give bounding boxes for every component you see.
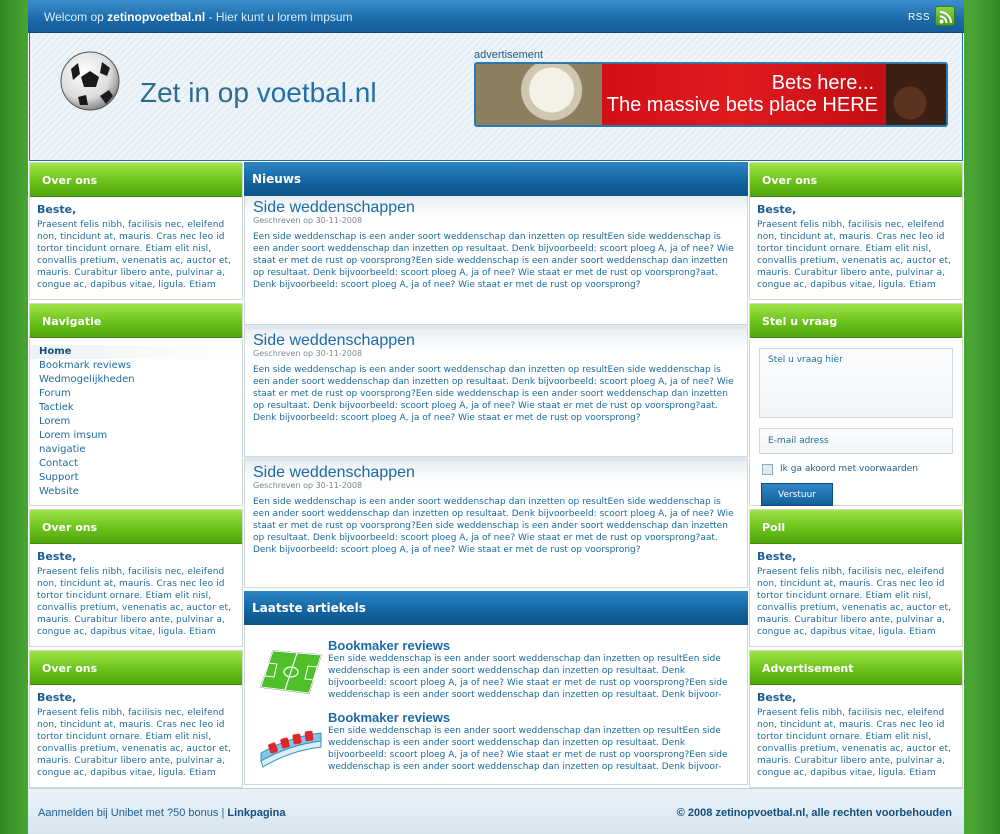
nav-item-website[interactable]: Website bbox=[39, 486, 79, 497]
latest-articles-list bbox=[244, 625, 748, 785]
welcome-suffix: - Hier kunt u lorem impsum bbox=[208, 10, 353, 24]
email-field[interactable] bbox=[759, 428, 953, 454]
nav-item-support[interactable]: Support bbox=[39, 472, 79, 483]
latest-articles-heading: Laatste artiekels bbox=[244, 591, 748, 625]
latest-article bbox=[253, 711, 739, 783]
article-date: Geschreven op 30-11-2008 bbox=[253, 349, 363, 358]
box-title: Advertisement bbox=[750, 651, 962, 685]
article-title[interactable]: Side weddenschappen bbox=[253, 464, 415, 481]
ad-banner[interactable] bbox=[474, 62, 948, 127]
box-greeting: Beste, bbox=[37, 203, 77, 216]
rss-icon[interactable] bbox=[935, 6, 955, 26]
football-icon bbox=[58, 49, 122, 117]
article-date: Geschreven op 30-11-2008 bbox=[253, 216, 363, 225]
nav-item-forum[interactable]: Forum bbox=[39, 388, 71, 399]
over-ons-box bbox=[29, 650, 243, 788]
question-textarea[interactable] bbox=[759, 348, 953, 418]
navigation-box bbox=[29, 303, 243, 506]
article-title[interactable]: Side weddenschappen bbox=[253, 199, 415, 216]
welcome-text bbox=[44, 10, 353, 24]
poll-box bbox=[749, 509, 963, 647]
stadium-seats-icon bbox=[259, 719, 323, 769]
left-column bbox=[29, 162, 243, 791]
submit-button[interactable]: Verstuur bbox=[761, 483, 833, 506]
question-box bbox=[749, 303, 963, 506]
agree-checkbox[interactable] bbox=[762, 464, 773, 475]
over-ons-box bbox=[749, 162, 963, 300]
advertisement-label: advertisement bbox=[474, 49, 544, 61]
box-text: Praesent felis nibh, facilisis nec, eleifend non, tincidunt at, mauris. Cras nec leo id tortor tincidunt ornare. Etiam elit nisl, convallis pretium, venenatis ac, auctor et, mauris. Curabitur libero ante, pulvinar a, congue ac, dapibus vitae, ligula. Etiam bbox=[37, 220, 232, 290]
box-greeting: Beste, bbox=[757, 550, 797, 563]
agree-label: Ik ga akoord met voorwaarden bbox=[780, 464, 918, 474]
nav-item-bookmark-reviews[interactable]: Bookmark reviews bbox=[39, 360, 132, 371]
banner-line2: The massive bets place HERE bbox=[606, 94, 878, 116]
welcome-prefix: Welcom op bbox=[44, 10, 104, 24]
box-greeting: Beste, bbox=[757, 691, 797, 704]
main-column bbox=[244, 162, 748, 785]
banner-line1: Bets here... bbox=[771, 72, 874, 94]
page-wrapper bbox=[28, 0, 964, 834]
news-heading: Nieuws bbox=[244, 162, 748, 196]
nav-item-navigatie[interactable]: navigatie bbox=[39, 444, 86, 455]
box-greeting: Beste, bbox=[37, 691, 77, 704]
nav-item-lorem-imsum[interactable]: Lorem imsum bbox=[39, 430, 108, 441]
advertisement-box bbox=[749, 650, 963, 788]
box-text: Praesent felis nibh, facilisis nec, eleifend non, tincidunt at, mauris. Cras nec leo id tortor tincidunt ornare. Etiam elit nisl, convallis pretium, venenatis ac, auctor et, mauris. Curabitur libero ante, pulvinar a, congue ac, dapibus vitae, ligula. Etiam bbox=[757, 708, 952, 778]
article-title[interactable]: Side weddenschappen bbox=[253, 332, 415, 349]
box-greeting: Beste, bbox=[757, 203, 797, 216]
latest-article-title[interactable]: Bookmaker reviews bbox=[328, 710, 451, 725]
box-title: Over ons bbox=[750, 163, 962, 197]
over-ons-box bbox=[29, 509, 243, 647]
box-title: Poll bbox=[750, 510, 962, 544]
agree-row bbox=[759, 462, 953, 476]
article-date: Geschreven op 30-11-2008 bbox=[253, 481, 363, 490]
right-column bbox=[749, 162, 963, 791]
footer-left bbox=[38, 807, 285, 819]
welcome-site-link[interactable]: zetinopvoetbal.nl bbox=[107, 10, 206, 24]
over-ons-box bbox=[29, 162, 243, 300]
copyright: © 2008 zetinopvoetbal.nl, alle rechten voorbehouden bbox=[676, 807, 952, 819]
nav-item-home[interactable]: Home bbox=[30, 345, 242, 359]
news-article bbox=[244, 196, 748, 325]
box-title: Over ons bbox=[30, 651, 242, 685]
news-article bbox=[244, 325, 748, 457]
latest-article-body: Een side weddenschap is een ander soort weddenschap dan inzetten op resultEen side weddenschap is een ander soort weddenschap dan inzetten op resultaat. Denk bijvoorbeeld: scoort ploeg A, ja of nee? Wie staat er met de rust op voorsprong?Een side weddenschap is een ander soort weddenschap dan inzetten op resultaat. Denk bijvoor- bbox=[328, 726, 728, 772]
latest-article-body: Een side weddenschap is een ander soort weddenschap dan inzetten op resultEen side weddenschap is een ander soort weddenschap dan inzetten op resultaat. Denk bijvoorbeeld: scoort ploeg A, ja of nee? Wie staat er met de rust op voorsprong?Een side weddenschap is een ander soort weddenschap dan inzetten op resultaat. Denk bijvoor- bbox=[328, 654, 728, 700]
banner-ball-image bbox=[476, 64, 602, 127]
top-bar bbox=[28, 0, 964, 33]
box-text: Praesent felis nibh, facilisis nec, eleifend non, tincidunt at, mauris. Cras nec leo id tortor tincidunt ornare. Etiam elit nisl, convallis pretium, venenatis ac, auctor et, mauris. Curabitur libero ante, pulvinar a, congue ac, dapibus vitae, ligula. Etiam bbox=[37, 567, 232, 637]
nav-item-wedmogelijkheden[interactable]: Wedmogelijkheden bbox=[39, 374, 135, 385]
box-title: Navigatie bbox=[30, 304, 242, 338]
rss-label[interactable]: RSS bbox=[907, 12, 930, 23]
box-greeting: Beste, bbox=[37, 550, 77, 563]
article-body: Een side weddenschap is een ander soort weddenschap dan inzetten op resultEen side weddenschap is een ander soort weddenschap dan inzetten op resultaat. Denk bijvoorbeeld: scoort ploeg A, ja of nee? Wie staat er met de rust op voorsprong?Een side weddenschap is een ander soort weddenschap dan inzetten op resultaat. Denk bijvoorbeeld: scoort ploeg A, ja of nee? Wie staat er met de rust op voorsprong?aat. Denk bijvoorbeeld: scoort ploeg A, ja of nee? Wie staat er met de rust op voorsprong? bbox=[253, 497, 734, 555]
nav-item-tactiek[interactable]: Tactiek bbox=[39, 402, 74, 413]
nav-item-contact[interactable]: Contact bbox=[39, 458, 78, 469]
article-body: Een side weddenschap is een ander soort weddenschap dan inzetten op resultEen side weddenschap is een ander soort weddenschap dan inzetten op resultaat. Denk bijvoorbeeld: scoort ploeg A, ja of nee? Wie staat er met de rust op voorsprong?Een side weddenschap is een ander soort weddenschap dan inzetten op resultaat. Denk bijvoorbeeld: scoort ploeg A, ja of nee? Wie staat er met de rust op voorsprong?aat. Denk bijvoorbeeld: scoort ploeg A, ja of nee? Wie staat er met de rust op voorsprong? bbox=[253, 232, 734, 290]
box-title: Over ons bbox=[30, 163, 242, 197]
site-logo[interactable] bbox=[140, 77, 377, 109]
nav-item-lorem[interactable]: Lorem bbox=[39, 416, 71, 427]
latest-article-title[interactable]: Bookmaker reviews bbox=[328, 638, 451, 653]
news-article bbox=[244, 457, 748, 588]
article-body: Een side weddenschap is een ander soort weddenschap dan inzetten op resultEen side weddenschap is een ander soort weddenschap dan inzetten op resultaat. Denk bijvoorbeeld: scoort ploeg A, ja of nee? Wie staat er met de rust op voorsprong?Een side weddenschap is een ander soort weddenschap dan inzetten op resultaat. Denk bijvoorbeeld: scoort ploeg A, ja of nee? Wie staat er met de rust op voorsprong?aat. Denk bijvoorbeeld: scoort ploeg A, ja of nee? Wie staat er met de rust op voorsprong? bbox=[253, 365, 734, 423]
site-footer bbox=[28, 788, 964, 834]
latest-article bbox=[253, 639, 739, 711]
box-title: Stel u vraag bbox=[750, 304, 962, 338]
box-title: Over ons bbox=[30, 510, 242, 544]
banner-hands-image bbox=[886, 64, 946, 127]
box-text: Praesent felis nibh, facilisis nec, eleifend non, tincidunt at, mauris. Cras nec leo id tortor tincidunt ornare. Etiam elit nisl, convallis pretium, venenatis ac, auctor et, mauris. Curabitur libero ante, pulvinar a, congue ac, dapibus vitae, ligula. Etiam bbox=[757, 567, 952, 637]
question-form bbox=[750, 338, 962, 505]
logo-part1: Zet in op bbox=[140, 77, 249, 108]
box-text: Praesent felis nibh, facilisis nec, eleifend non, tincidunt at, mauris. Cras nec leo id tortor tincidunt ornare. Etiam elit nisl, convallis pretium, venenatis ac, auctor et, mauris. Curabitur libero ante, pulvinar a, congue ac, dapibus vitae, ligula. Etiam bbox=[757, 220, 952, 290]
logo-part2: voetbal.nl bbox=[256, 77, 377, 108]
site-header bbox=[29, 33, 963, 161]
footer-text: Aanmelden bij Unibet met ?50 bonus | bbox=[38, 807, 225, 819]
football-pitch-icon bbox=[259, 647, 323, 697]
nav-list bbox=[30, 338, 242, 505]
footer-link[interactable]: Linkpagina bbox=[227, 807, 286, 819]
box-text: Praesent felis nibh, facilisis nec, eleifend non, tincidunt at, mauris. Cras nec leo id tortor tincidunt ornare. Etiam elit nisl, convallis pretium, venenatis ac, auctor et, mauris. Curabitur libero ante, pulvinar a, congue ac, dapibus vitae, ligula. Etiam bbox=[37, 708, 232, 778]
